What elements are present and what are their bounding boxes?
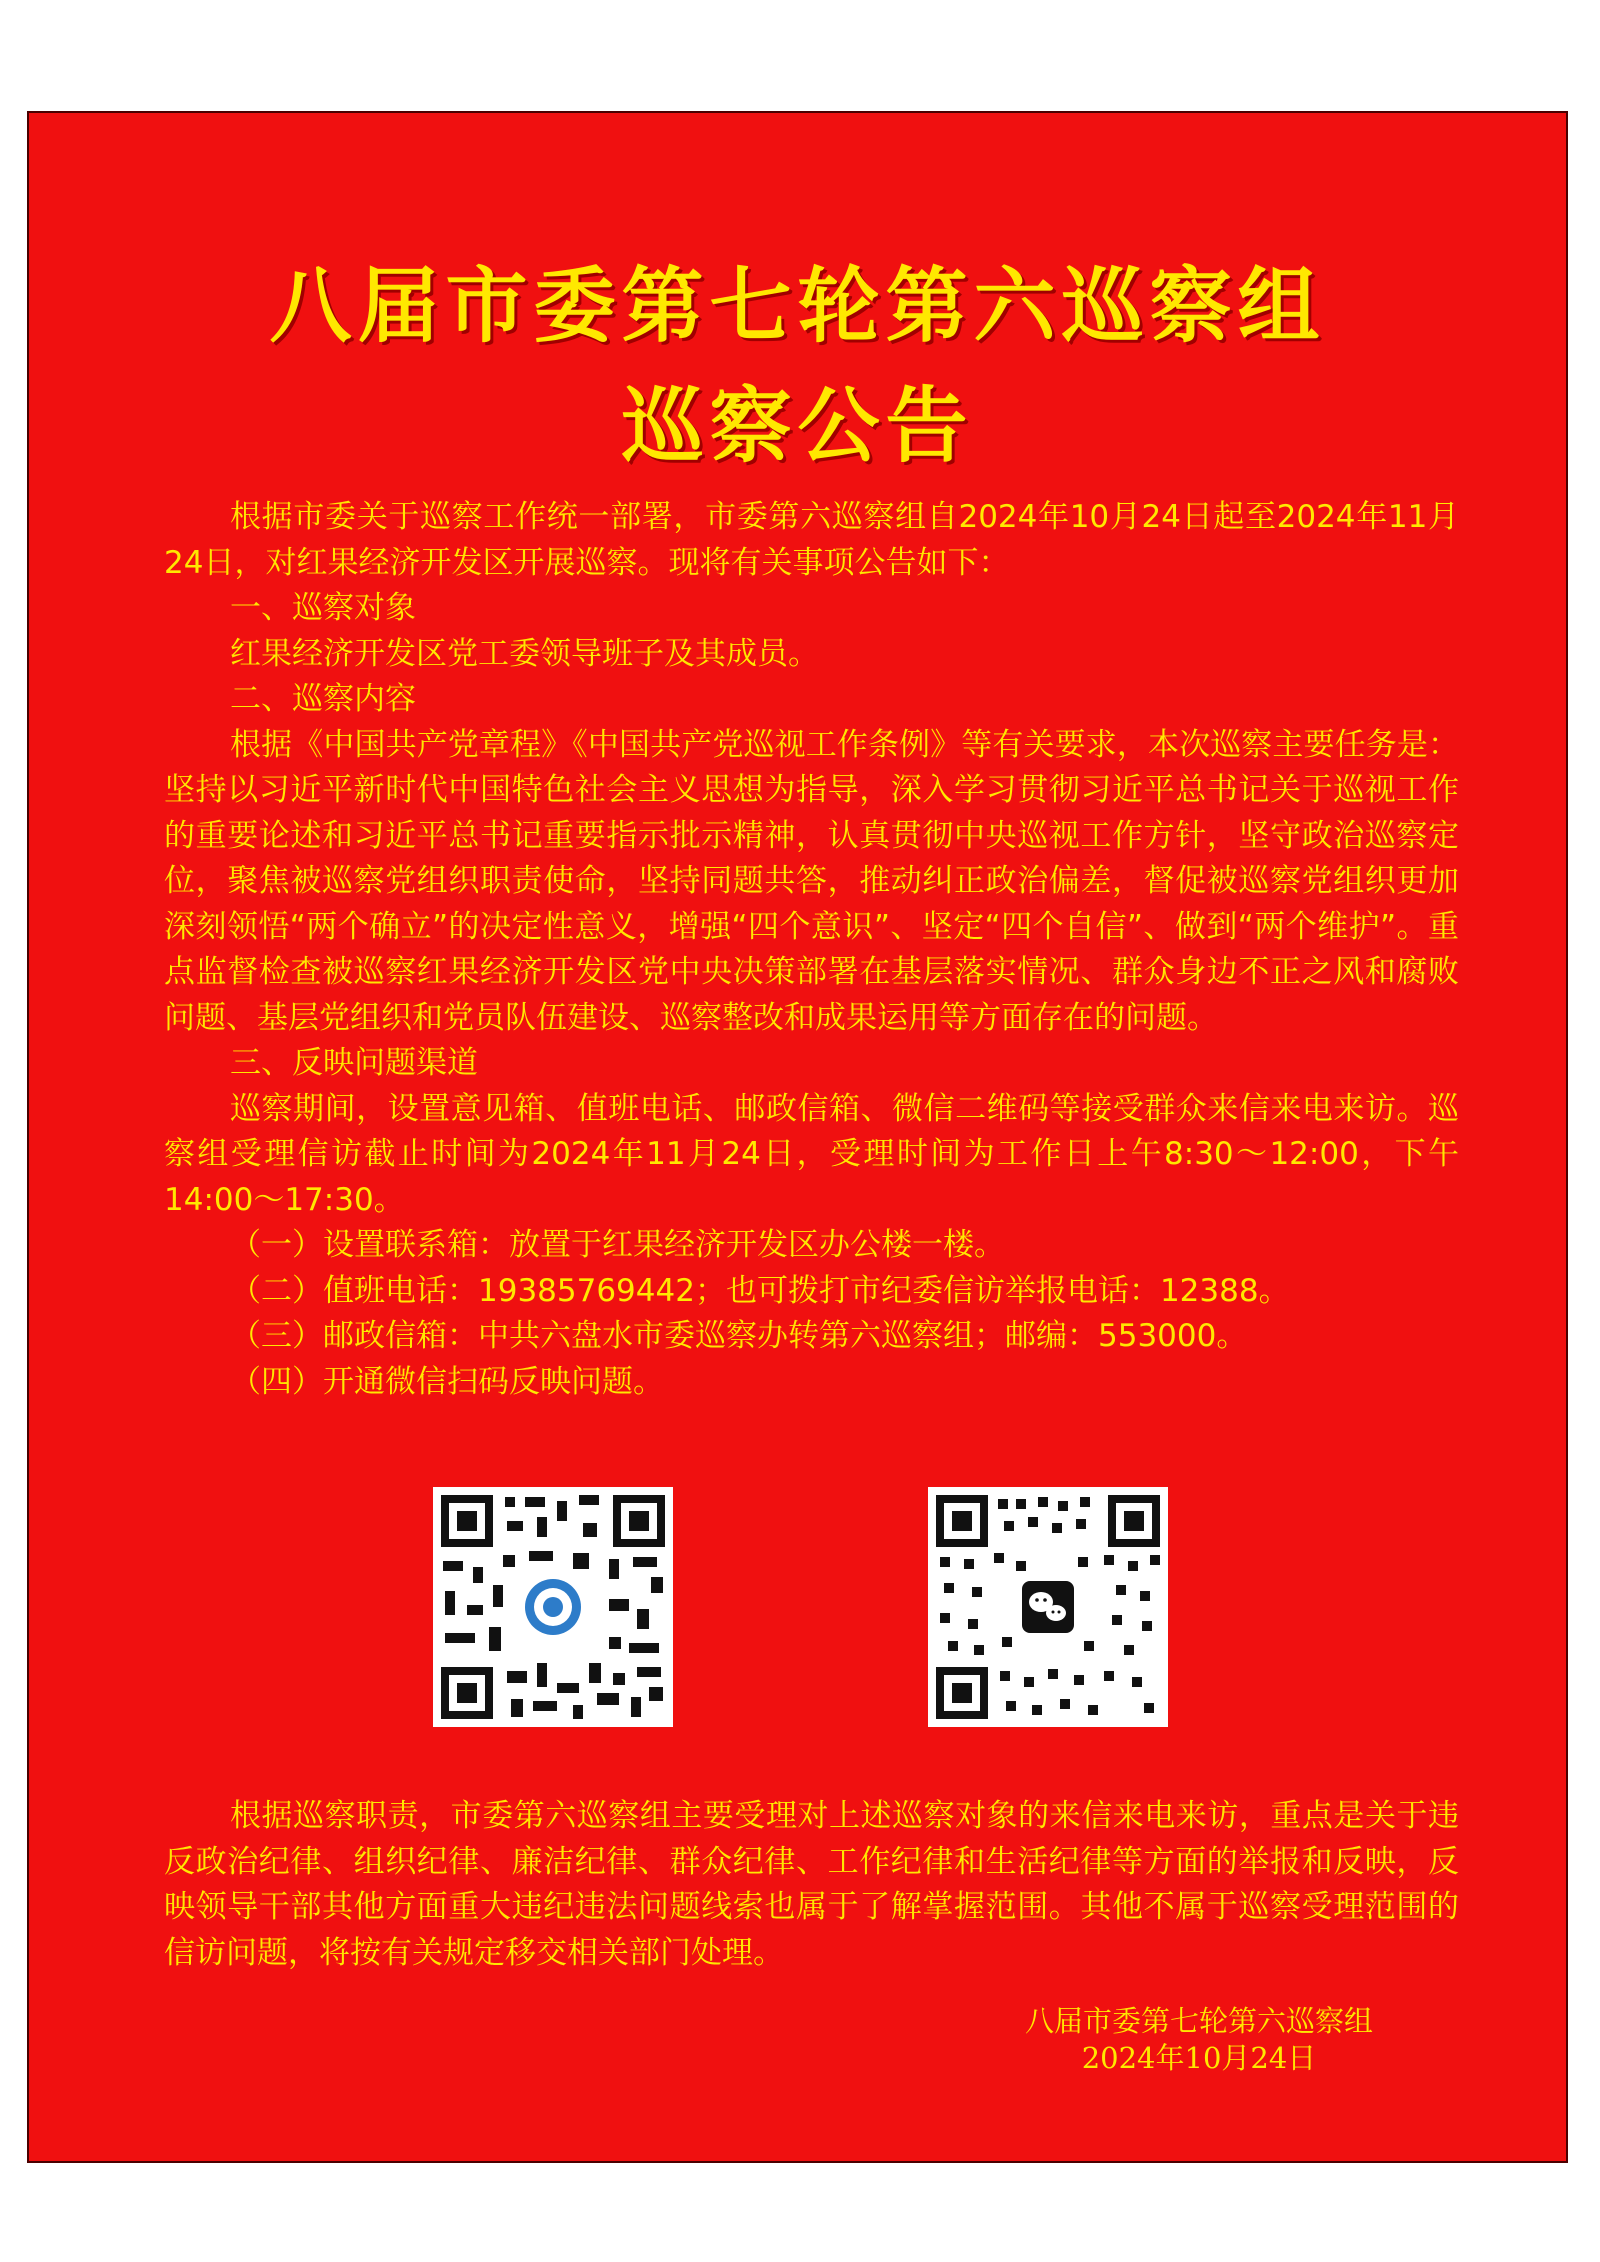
section1-text: 红果经济开发区党工委领导班子及其成员。 xyxy=(230,635,819,672)
channel-item-wechat: （四）开通微信扫码反映问题。 xyxy=(230,1363,664,1400)
page-title: 八届市委第七轮第六巡察组 xyxy=(269,258,1326,354)
section1-heading: 一、巡察对象 xyxy=(230,590,416,626)
page-subtitle: 巡察公告 xyxy=(621,378,974,474)
qr-code-icon xyxy=(433,1487,673,1727)
intro-paragraph: 根据市委关于巡察工作统一部署，市委第六巡察组自2024年10月24日起至2024年11月24日，对红果经济开发区开展巡察。现将有关事项公告如下： xyxy=(164,499,1459,581)
notice-body xyxy=(164,495,1459,1405)
section2-text: 根据《中国共产党章程》《中国共产党巡视工作条例》等有关要求，本次巡察主要任务是：坚持以习近平新时代中国特色社会主义思想为指导，深入学习贯彻习近平总书记关于巡视工作的重要论述和习近平总书记重要指示批示精神，认真贯彻中央巡视工作方针，坚守政治巡察定位，聚焦被巡察党组织职责使命，坚持同题共答，推动纠正政治偏差，督促被巡察党组织更加深刻领悟“两个确立”的决定性意义，增强“四个意识”、坚定“四个自信”、做到“两个维护”。重点监督检查被巡察红果经济开发区党中央决策部署在基层落实情况、群众身边不正之风和腐败问题、基层党组织和党员队伍建设、巡察整改和成果运用等方面存在的问题。 xyxy=(164,726,1459,1036)
qr-code-right[interactable] xyxy=(928,1487,1168,1727)
closing-section xyxy=(164,1794,1459,1976)
wechat-qr-icon xyxy=(928,1487,1168,1727)
closing-paragraph: 根据巡察职责，市委第六巡察组主要受理对上述巡察对象的来信来电来访，重点是关于违反政治纪律、组织纪律、廉洁纪律、群众纪律、工作纪律和生活纪律等方面的举报和反映，反映领导干部其他方面重大违纪违法问题线索也属于了解掌握范围。其他不属于巡察受理范围的信访问题，将按有关规定移交相关部门处理。 xyxy=(164,1798,1459,1971)
channel-item-box: （一）设置联系箱：放置于红果经济开发区办公楼一楼。 xyxy=(230,1227,1005,1263)
signature-date: 2024年10月24日 xyxy=(1081,2041,1317,2075)
signature-org: 八届市委第七轮第六巡察组 xyxy=(1024,2004,1373,2038)
channel-item-mail: （三）邮政信箱：中共六盘水市委巡察办转第六巡察组；邮编：553000。 xyxy=(230,1318,1248,1354)
section3-heading: 三、反映问题渠道 xyxy=(230,1045,478,1081)
qr-code-left[interactable] xyxy=(433,1487,673,1727)
notice-board xyxy=(27,111,1568,2163)
section2-heading: 二、巡察内容 xyxy=(230,681,416,717)
section3-text: 巡察期间，设置意见箱、值班电话、邮政信箱、微信二维码等接受群众来信来电来访。巡察组受理信访截止时间为2024年11月24日，受理时间为工作日上午8:30～12:00，下午14:00～17:30。 xyxy=(164,1090,1459,1218)
channel-item-phone: （二）值班电话：19385769442；也可拨打市纪委信访举报电话：12388。 xyxy=(230,1272,1290,1309)
